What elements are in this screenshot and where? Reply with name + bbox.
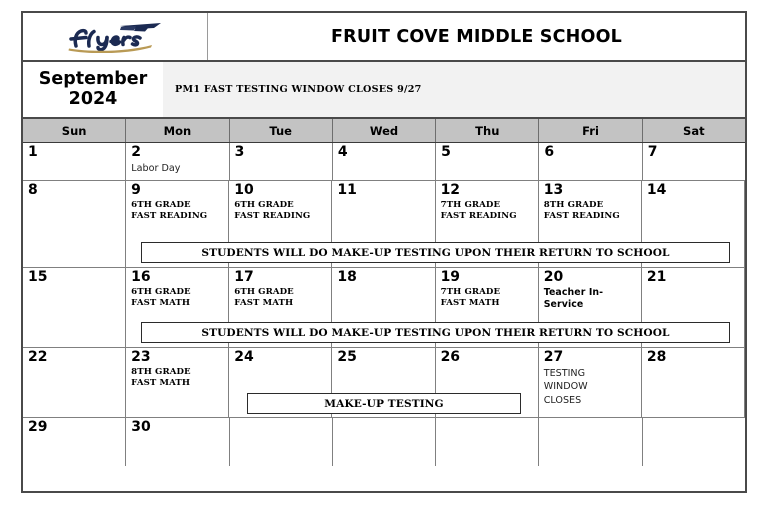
- day-cell[interactable]: [230, 143, 333, 180]
- day-events: [544, 287, 637, 311]
- day-number: 28: [646, 349, 667, 365]
- day-cell[interactable]: [23, 348, 126, 417]
- day-cell[interactable]: [126, 418, 229, 466]
- weekday-tue: Tue: [230, 119, 333, 142]
- weekday-sat: Sat: [683, 123, 705, 138]
- school-logo-cell: [23, 13, 208, 60]
- day-events: [441, 287, 534, 310]
- day-cell[interactable]: [126, 348, 229, 417]
- day-events: [131, 200, 224, 223]
- day-cell[interactable]: [436, 418, 539, 466]
- day-event-line: 6TH GRADE: [131, 199, 191, 210]
- day-number: 12: [440, 182, 461, 198]
- day-number: 20: [543, 269, 564, 285]
- calendar-header: [23, 13, 745, 62]
- day-events: [234, 287, 327, 310]
- day-number: 29: [28, 419, 48, 435]
- day-number: 18: [337, 269, 357, 285]
- day-event-line: 7TH GRADE: [440, 286, 501, 297]
- day-event-line: FAST READING: [131, 211, 208, 222]
- day-cell[interactable]: [643, 143, 745, 180]
- week-row: [23, 348, 745, 418]
- day-number: 14: [646, 182, 667, 198]
- makeup-testing-banner: [141, 242, 730, 263]
- day-number: 30: [131, 419, 151, 435]
- day-event-line: Teacher In-: [543, 286, 604, 298]
- day-event-line: 6TH GRADE: [234, 199, 294, 210]
- day-cell[interactable]: [643, 418, 745, 466]
- day-events: [544, 367, 637, 408]
- month-notes-cell: [163, 62, 745, 117]
- day-event-line: FAST MATH: [234, 298, 294, 309]
- day-events: [131, 367, 224, 390]
- weekday-mon: Mon: [126, 119, 229, 142]
- day-event-line: WINDOW: [543, 381, 588, 393]
- month-notes: PM1 FAST TESTING WINDOW CLOSES 9/27: [175, 84, 422, 95]
- day-number: 6: [544, 144, 555, 160]
- day-number: 1: [28, 144, 38, 160]
- day-event-line: FAST READING: [440, 211, 517, 222]
- day-event-line: FAST MATH: [440, 298, 500, 309]
- week-row: [23, 268, 745, 348]
- day-number: 19: [440, 269, 461, 285]
- day-cell[interactable]: [23, 268, 126, 347]
- week-row: [23, 143, 745, 181]
- calendar-frame: [21, 11, 747, 493]
- month-label-cell: [23, 62, 163, 117]
- weekday-sun: Sun: [23, 119, 126, 142]
- day-cell[interactable]: [539, 418, 642, 466]
- day-number: 17: [234, 269, 254, 285]
- day-number: 24: [234, 349, 254, 365]
- day-number: 13: [543, 182, 564, 198]
- day-event-line: Service: [543, 298, 584, 310]
- day-event-line: 8TH GRADE: [543, 199, 604, 210]
- day-number: 7: [647, 144, 658, 160]
- week-row: [23, 181, 745, 268]
- day-event-line: FAST MATH: [131, 298, 191, 309]
- day-number: 27: [543, 349, 564, 365]
- weekday-fri: Fri: [539, 119, 642, 142]
- day-number: 9: [131, 182, 141, 198]
- day-event-line: CLOSES: [543, 394, 582, 406]
- day-event-line: 6TH GRADE: [234, 286, 294, 297]
- banner-label: STUDENTS WILL DO MAKE-UP TESTING UPON THEIR RETURN TO SCHOOL: [201, 246, 670, 259]
- day-event-line: 6TH GRADE: [131, 286, 191, 297]
- day-events: [131, 287, 224, 310]
- day-event-line: FAST READING: [234, 211, 311, 222]
- day-cell[interactable]: [333, 418, 436, 466]
- day-number: 11: [337, 182, 357, 198]
- day-cell[interactable]: [642, 348, 745, 417]
- day-events: [544, 200, 637, 223]
- weekday-wed: Wed: [333, 119, 436, 142]
- day-cell[interactable]: [23, 418, 126, 466]
- day-number: 15: [28, 269, 48, 285]
- day-number: 2: [131, 144, 142, 160]
- makeup-testing-banner: [247, 393, 521, 414]
- day-number: 8: [28, 182, 38, 198]
- calendar-weeks: [23, 143, 745, 466]
- day-cell[interactable]: [126, 143, 229, 180]
- month-year: 2024: [68, 88, 118, 109]
- weekday-thu: Thu: [436, 119, 539, 142]
- day-events: [441, 200, 534, 223]
- page-title: FRUIT COVE MIDDLE SCHOOL: [331, 26, 622, 47]
- banner-label: MAKE-UP TESTING: [324, 397, 444, 410]
- week-row: [23, 418, 745, 466]
- day-number: 25: [337, 349, 357, 365]
- day-cell[interactable]: [23, 181, 126, 267]
- month-band: [23, 62, 745, 119]
- day-number: 4: [337, 144, 348, 160]
- day-events: [234, 200, 327, 223]
- month-name: September: [38, 68, 148, 89]
- day-event-line: Labor Day: [131, 162, 181, 174]
- day-event-line: 7TH GRADE: [440, 199, 501, 210]
- day-event-line: FAST READING: [543, 211, 620, 222]
- day-event-line: TESTING: [543, 367, 586, 379]
- weekday-header-row: [23, 119, 745, 143]
- day-number: 10: [234, 182, 254, 198]
- banner-label: STUDENTS WILL DO MAKE-UP TESTING UPON THEIR RETURN TO SCHOOL: [201, 326, 670, 339]
- school-title-cell: [208, 13, 745, 60]
- day-event-line: 8TH GRADE: [131, 366, 191, 377]
- day-number: 21: [646, 269, 667, 285]
- day-number: 26: [440, 349, 461, 365]
- day-number: 22: [28, 349, 48, 365]
- day-cell[interactable]: [230, 418, 333, 466]
- day-cell[interactable]: [539, 348, 642, 417]
- day-events: [131, 162, 224, 176]
- day-cell[interactable]: [436, 143, 539, 180]
- day-cell[interactable]: [539, 143, 642, 180]
- day-number: 5: [441, 144, 451, 160]
- day-number: 23: [131, 349, 151, 365]
- day-cell[interactable]: [333, 143, 436, 180]
- day-number: 3: [234, 144, 245, 160]
- day-number: 16: [131, 269, 151, 285]
- flyers-logo-icon: [61, 21, 169, 53]
- makeup-testing-banner: [141, 322, 730, 343]
- day-event-line: FAST MATH: [131, 378, 191, 389]
- day-cell[interactable]: [23, 143, 126, 180]
